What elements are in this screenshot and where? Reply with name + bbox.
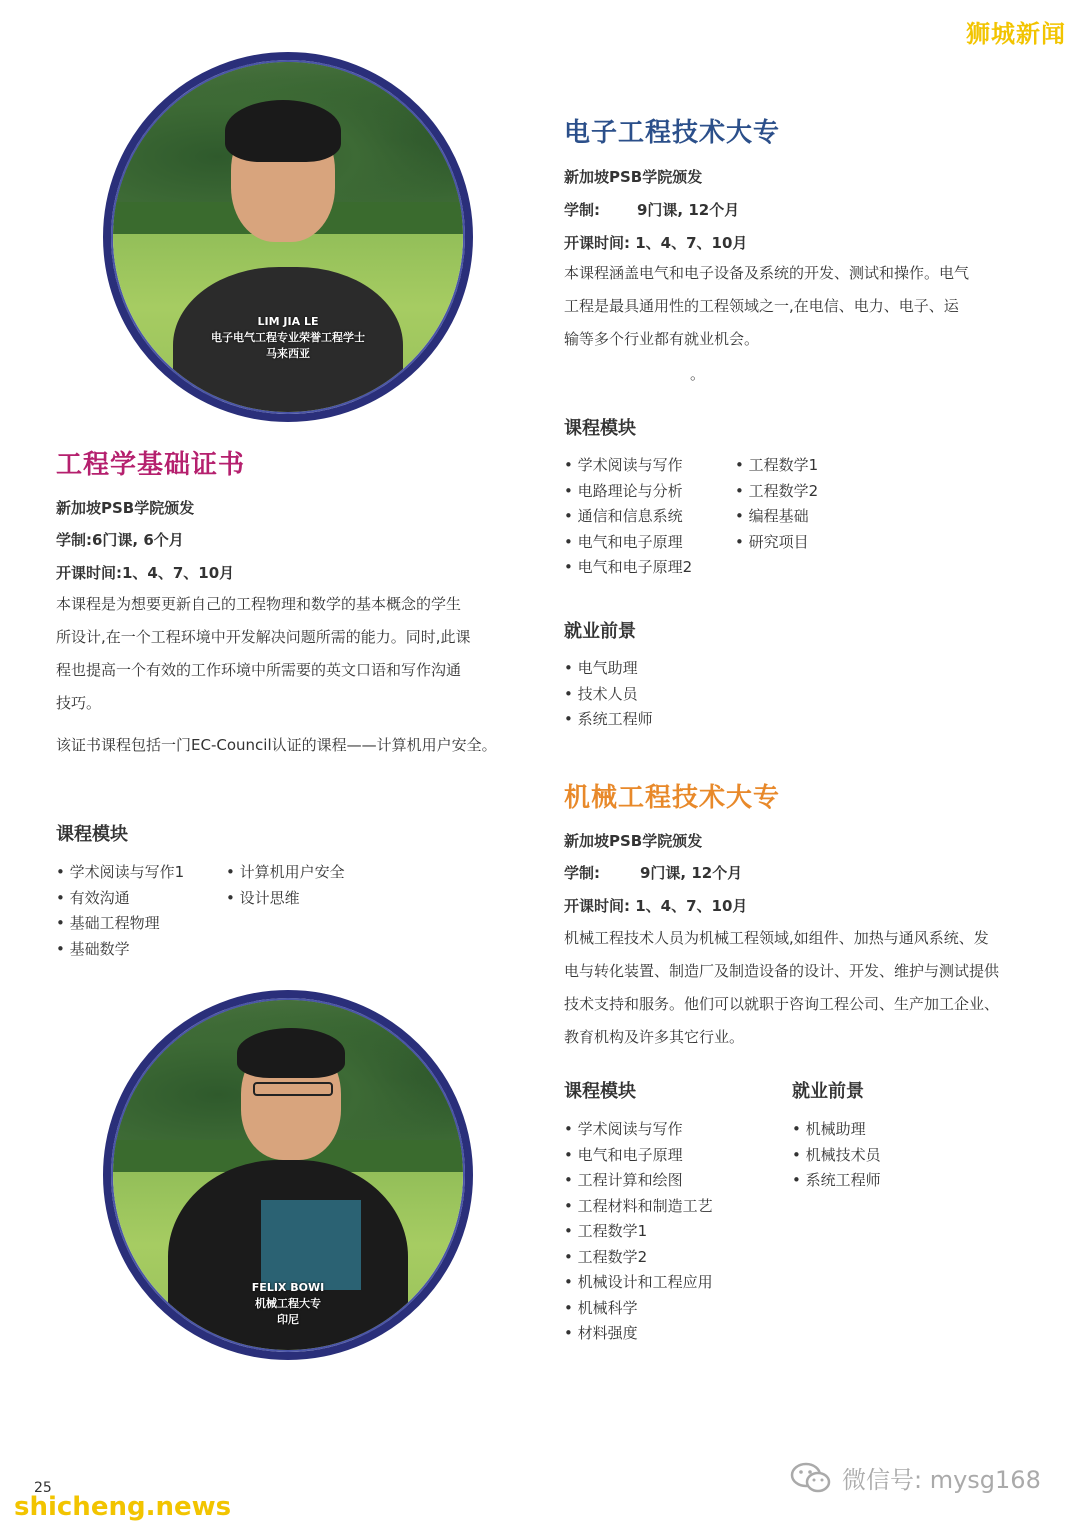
- list-item: • 机械技术员: [792, 1143, 881, 1169]
- mech-careers: [792, 1117, 881, 1194]
- list-item: • 学术阅读与写作: [564, 1117, 713, 1143]
- list-item: • 材料强度: [564, 1321, 713, 1347]
- elec-modules-left: [564, 453, 692, 581]
- wechat-icon: [790, 1461, 832, 1495]
- cert-duration: 学制:6门课, 6个月: [56, 531, 184, 549]
- site-watermark: shicheng.news: [14, 1492, 232, 1522]
- list-item: • 电气助理: [564, 656, 653, 682]
- list-item: • 机械设计和工程应用: [564, 1270, 713, 1296]
- list-item: • 工程数学2: [735, 479, 818, 505]
- list-item: • 电气和电子原理2: [564, 555, 692, 581]
- cert-modules-right: [226, 860, 345, 911]
- portrait2-name: FELIX BOWI: [251, 1281, 325, 1294]
- list-item: • 系统工程师: [564, 707, 653, 733]
- list-item: • 设计思维: [226, 886, 345, 912]
- list-item: • 电气和电子原理: [564, 530, 692, 556]
- list-item: • 电路理论与分析: [564, 479, 692, 505]
- list-item: • 工程数学1: [564, 1219, 713, 1245]
- list-item: • 机械助理: [792, 1117, 881, 1143]
- mech-title: 机械工程技术大专: [564, 783, 781, 813]
- wechat-id: 微信号: mysg168: [842, 1466, 1041, 1494]
- page-number: 25: [34, 1480, 52, 1496]
- list-item: • 系统工程师: [792, 1168, 881, 1194]
- portrait-photo-1: [113, 62, 463, 412]
- portrait1-degree: 电子电气工程专业荣誉工程学士: [211, 331, 365, 344]
- list-item: • 基础工程物理: [56, 911, 184, 937]
- portrait-photo-2: [113, 1000, 463, 1350]
- mech-modules-heading: 课程模块: [564, 1081, 636, 1102]
- list-item: • 基础数学: [56, 937, 184, 963]
- cert-modules-left: [56, 860, 184, 962]
- list-item: • 电气和电子原理: [564, 1143, 713, 1169]
- list-item: • 工程材料和制造工艺: [564, 1194, 713, 1220]
- elec-duration-value: 9门课, 12个月: [637, 201, 740, 219]
- cert-title: 工程学基础证书: [56, 450, 246, 480]
- mech-duration-value: 9门课, 12个月: [640, 864, 743, 882]
- list-item: • 计算机用户安全: [226, 860, 345, 886]
- cert-description: 本课程是为想要更新自己的工程物理和数学的基本概念的学生 所设计,在一个工程环境中开发解决问题所需的能力。同时,此课 程也提高一个有效的工作环境中所需要的英文口语和写作沟通 技巧。: [56, 595, 471, 712]
- mech-careers-heading: 就业前景: [792, 1081, 864, 1102]
- elec-modules-heading: 课程模块: [564, 418, 636, 439]
- portrait2-country: 印尼: [277, 1313, 299, 1326]
- cert-intake: 开课时间:1、4、7、10月: [56, 564, 235, 582]
- mech-description: 机械工程技术人员为机械工程领域,如组件、加热与通风系统、发 电与转化装置、制造厂及制造设备的设计、开发、维护与测试提供 技术支持和服务。他们可以就职于咨询工程公司、生产加工企业、 教育机构及许多其它行业。: [564, 929, 1000, 1046]
- mech-intake: 开课时间: 1、4、7、10月: [564, 897, 748, 915]
- elec-intake: 开课时间: 1、4、7、10月: [564, 234, 748, 252]
- list-item: • 工程数学2: [564, 1245, 713, 1271]
- list-item: • 工程数学1: [735, 453, 818, 479]
- portrait2-degree: 机械工程大专: [255, 1297, 321, 1310]
- cert-issuer: 新加坡PSB学院颁发: [56, 499, 195, 517]
- list-item: • 有效沟通: [56, 886, 184, 912]
- elec-careers-heading: 就业前景: [564, 621, 636, 642]
- elec-modules-right: [735, 453, 818, 555]
- list-item: • 通信和信息系统: [564, 504, 692, 530]
- elec-duration-label: 学制:: [564, 201, 600, 219]
- list-item: • 学术阅读与写作: [564, 453, 692, 479]
- mech-issuer: 新加坡PSB学院颁发: [564, 832, 703, 850]
- elec-issuer: 新加坡PSB学院颁发: [564, 168, 703, 186]
- glasses: [253, 1082, 333, 1096]
- shirt-print: [261, 1200, 361, 1290]
- portrait1-name: LIM JIA LE: [257, 315, 319, 328]
- elec-title: 电子工程技术大专: [564, 118, 781, 148]
- wechat-watermark: [790, 1460, 1041, 1495]
- top-watermark: 狮城新闻: [966, 20, 1066, 48]
- elec-description: 本课程涵盖电气和电子设备及系统的开发、测试和操作。电气 工程是最具通用性的工程领域之一,在电信、电力、电子、运 输等多个行业都有就业机会。: [564, 264, 970, 348]
- portrait1-country: 马来西亚: [266, 347, 310, 360]
- list-item: • 工程计算和绘图: [564, 1168, 713, 1194]
- list-item: • 学术阅读与写作1: [56, 860, 184, 886]
- list-item: • 编程基础: [735, 504, 818, 530]
- elec-stray-mark: 。: [690, 365, 706, 383]
- list-item: • 机械科学: [564, 1296, 713, 1322]
- list-item: • 研究项目: [735, 530, 818, 556]
- cert-note: 该证书课程包括一门EC-Council认证的课程——计算机用户安全。: [56, 736, 497, 754]
- cert-modules-heading: 课程模块: [56, 824, 128, 845]
- mech-duration-label: 学制:: [564, 864, 600, 882]
- elec-careers: [564, 656, 653, 733]
- list-item: • 技术人员: [564, 682, 653, 708]
- mech-modules: [564, 1117, 713, 1347]
